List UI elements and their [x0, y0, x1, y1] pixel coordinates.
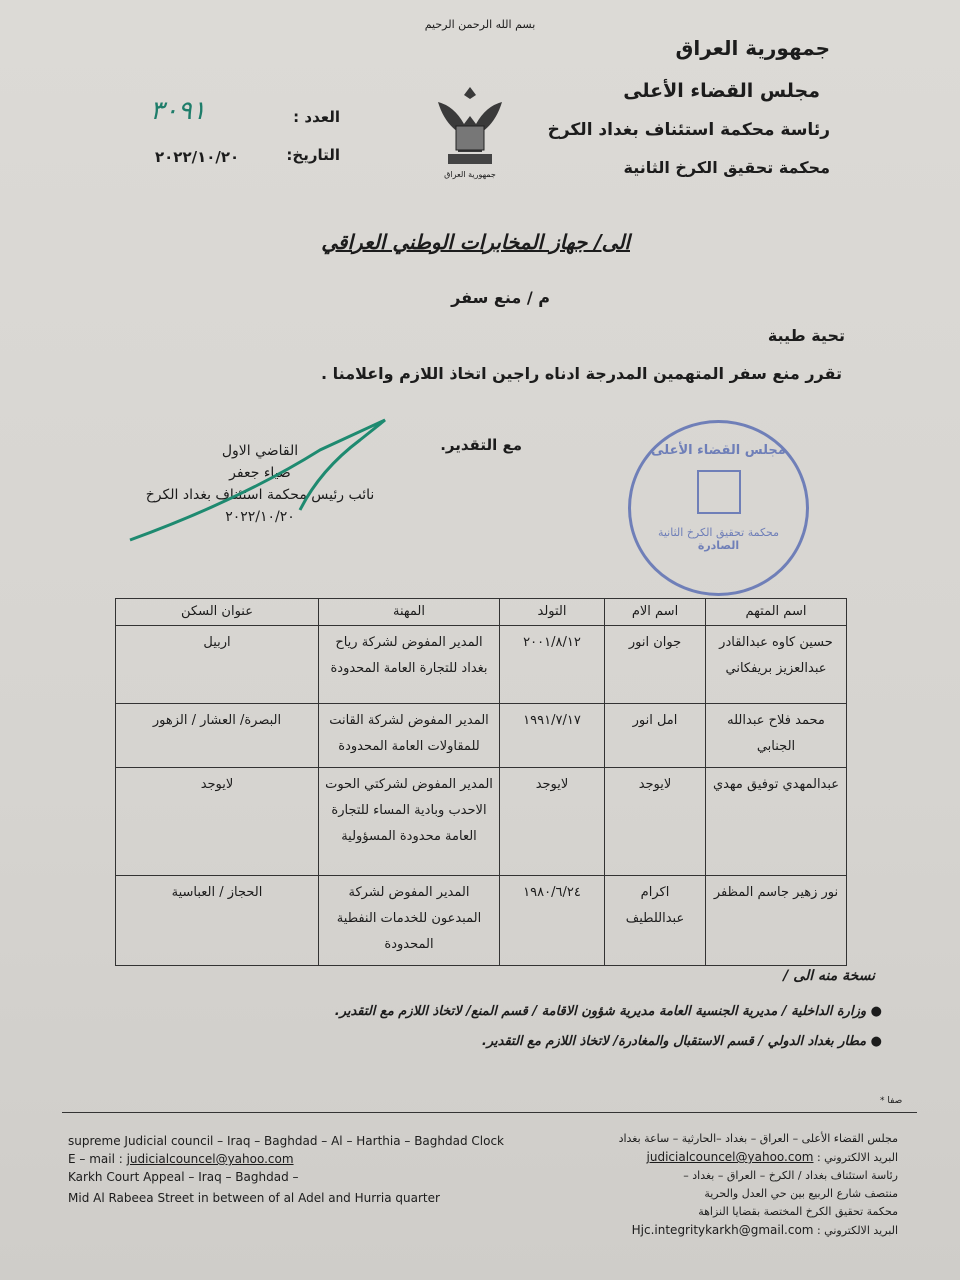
cell-name: نور زهير جاسم المظفر: [706, 876, 847, 966]
cell-address: البصرة/ العشار / الزهور: [116, 704, 319, 768]
footer-divider: [62, 1112, 917, 1113]
copy-item-text: مطار بغداد الدولي / قسم الاستقبال والمغادرة/ لاتخاذ اللازم مع التقدير.: [481, 1034, 867, 1049]
footer-ar-line: منتصف شارع الربيع بين حي العدل والحرية: [704, 1187, 898, 1200]
footer-email-link[interactable]: judicialcouncel@yahoo.com: [646, 1150, 814, 1164]
signature-position: نائب رئيس محكمة استئناف بغداد الكرخ: [145, 487, 375, 503]
header-line-1: جمهورية العراق: [675, 36, 830, 60]
col-mother: اسم الام: [605, 599, 706, 626]
copies-title: نسخة منه الى /: [783, 968, 875, 984]
footer-en-line: Karkh Court Appeal – Iraq – Baghdad –: [68, 1170, 299, 1184]
subject: م / منع سفر: [451, 288, 550, 307]
signature-date: ٢٠٢٢/١٠/٢٠: [225, 509, 295, 525]
cell-profession: المدير المفوض لشركتي الحوت الاحدب وبادية المساء للتجارة العامة محدودة المسؤولية: [319, 768, 500, 876]
cell-birth: ١٩٨٠/٦/٢٤: [500, 876, 605, 966]
stamp-emblem-icon: [697, 470, 741, 514]
cell-name: حسين كاوه عبدالقادر عبدالعزيز بريفكاني: [706, 626, 847, 704]
stamp-line-1: مجلس القضاء الأعلى: [651, 443, 786, 458]
table-row: [116, 768, 847, 876]
footer-email-link[interactable]: judicialcouncel@yahoo.com: [126, 1152, 294, 1166]
cell-mother: جوان انور: [605, 626, 706, 704]
number-value: ٣٠٩١: [150, 96, 206, 126]
col-address: عنوان السكن: [116, 599, 319, 626]
greeting: تحية طيبة: [767, 326, 845, 345]
signature-title: القاضي الاول: [221, 443, 299, 459]
footer-ar-line: مجلس القضاء الأعلى – العراق – بغداد –الحارثية – ساعة بغداد: [618, 1132, 898, 1145]
copy-item-text: وزارة الداخلية / مديرية الجنسية العامة مديرية شؤون الاقامة / قسم المنع/ لاتخاذ اللازم مع التقدير.: [334, 1004, 867, 1019]
cell-mother: امل انور: [605, 704, 706, 768]
cell-mother: اكرام عبداللطيف: [605, 876, 706, 966]
regards: مع التقدير.: [440, 436, 522, 454]
number-label: العدد :: [293, 108, 340, 126]
iraq-emblem: [430, 82, 510, 182]
table-row: [116, 704, 847, 768]
cell-name: عبدالمهدي توفيق مهدي: [706, 768, 847, 876]
footer-arabic: [619, 1130, 898, 1240]
footer-integrity-email: Hjc.integritykarkh@gmail.com: [631, 1223, 814, 1237]
footer-ar-email-label: البريد الالكتروني :: [813, 1151, 898, 1164]
signature-name: ضياء جعفر: [229, 465, 291, 481]
cell-birth: ٢٠٠١/٨/١٢: [500, 626, 605, 704]
footer-en-line: supreme Judicial council – Iraq – Baghdad – Al – Harthia – Baghdad Clock: [68, 1134, 505, 1148]
official-stamp: [628, 420, 809, 596]
table-row: [116, 626, 847, 704]
header-line-3: رئاسة محكمة استئناف بغداد الكرخ: [547, 120, 830, 140]
cell-birth: لايوجد: [500, 768, 605, 876]
footer-english: [68, 1132, 504, 1207]
header-line-2: مجلس القضاء الأعلى: [623, 80, 820, 102]
cell-mother: لايوجد: [605, 768, 706, 876]
cell-address: لايوجد: [116, 768, 319, 876]
cell-profession: المدير المفوض لشركة المبدعون للخدمات النفطية المحدودة: [319, 876, 500, 966]
stamp-line-2: محكمة تحقيق الكرخ الثانية: [657, 526, 780, 539]
cell-birth: ١٩٩١/٧/١٧: [500, 704, 605, 768]
footer-ar-line: رئاسة استئناف بغداد / الكرخ – العراق – بغداد –: [683, 1169, 898, 1182]
basmala: بسم الله الرحمن الرحيم: [424, 18, 536, 31]
eagle-icon: [430, 82, 510, 172]
body-text: تقرر منع سفر المتهمين المدرجة ادناه راجين اتخاذ اللازم واعلامنا .: [321, 364, 842, 383]
col-name: اسم المتهم: [706, 599, 847, 626]
accused-table: [115, 598, 847, 966]
stamp-line-3: الصادرة: [697, 539, 740, 552]
emblem-caption: جمهورية العراق: [444, 170, 496, 179]
footer-en-line: Mid Al Rabeea Street in between of al Adel and Hurria quarter: [68, 1191, 440, 1205]
col-birth: التولد: [500, 599, 605, 626]
cell-address: اربيل: [116, 626, 319, 704]
table-row: [116, 876, 847, 966]
header-line-4: محكمة تحقيق الكرخ الثانية: [623, 158, 830, 177]
date-label: التاريخ:: [286, 146, 340, 164]
footer-en-email-label: E – mail :: [68, 1152, 127, 1166]
copy-item-2: ● مطار بغداد الدولي / قسم الاستقبال والمغادرة/ لاتخاذ اللازم مع التقدير.: [481, 1034, 882, 1049]
cell-profession: المدير المفوض لشركة القانت للمقاولات العامة المحدودة: [319, 704, 500, 768]
cell-profession: المدير المفوض لشركة رياح بغداد للتجارة العامة المحدودة: [319, 626, 500, 704]
cell-name: محمد فلاح عبدالله الجنابي: [706, 704, 847, 768]
col-profession: المهنة: [319, 599, 500, 626]
date-value: ٢٠٢٢/١٠/٢٠: [155, 148, 240, 166]
handwritten-signature: [120, 410, 400, 550]
typist-note: * صفا: [880, 1096, 903, 1106]
footer-ar-line: محكمة تحقيق الكرخ المختصة بقضايا النزاهة: [698, 1205, 898, 1218]
table-header-row: [116, 599, 847, 626]
copy-item-1: ● وزارة الداخلية / مديرية الجنسية العامة مديرية شؤون الاقامة / قسم المنع/ لاتخاذ اللازم مع التقدير.: [334, 1004, 882, 1019]
recipient: الى/ جهاز المخابرات الوطني العراقي: [321, 230, 630, 254]
footer-ar-email-label: البريد الالكتروني :: [813, 1224, 898, 1237]
cell-address: الحجاز / العباسية: [116, 876, 319, 966]
